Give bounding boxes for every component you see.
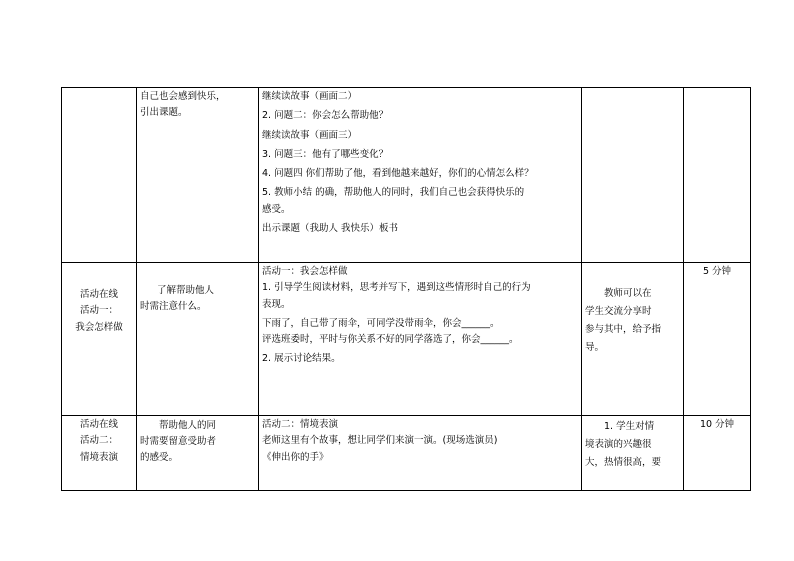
note-line: 导。 — [585, 342, 605, 354]
activity-cell — [62, 263, 137, 416]
goal-line: 自己也会感到快乐， — [140, 91, 226, 102]
time-value: 5 分钟 — [702, 266, 732, 277]
activity-line: 活动在线 — [79, 419, 118, 430]
process-line: 《伸出你的手》 — [262, 451, 329, 463]
process-line: 2. 展示讨论结果。 — [262, 353, 341, 365]
note-cell — [582, 416, 684, 491]
goal-line: 的感受。 — [140, 452, 179, 464]
process-line: 4. 问题四 你们帮助了他，看到他越来越好，你们的心情怎么样？ — [262, 168, 534, 179]
note-line: 大，热情很高，要 — [585, 457, 662, 469]
process-line: 评选班委时，平时与你关系不好的同学落选了，你会______。 — [262, 334, 519, 345]
time-cell — [684, 416, 751, 491]
process-line: 表现。 — [262, 298, 291, 310]
time-value: 10 分钟 — [699, 419, 735, 430]
activity-line: 我会怎样做 — [75, 321, 123, 333]
process-line: 活动一：我会怎样做 — [262, 266, 348, 277]
process-line: 2. 问题二：你会怎么帮助他？ — [262, 110, 389, 122]
process-line: 老师这里有个故事，想让同学们来演一演。(现场选演员) — [262, 435, 498, 447]
goal-line: 帮助他人的同 — [159, 420, 217, 431]
activity-line: 活动二： — [79, 435, 118, 447]
time-cell — [684, 263, 751, 416]
goal-line: 了解帮助他人 — [157, 285, 215, 296]
note-line: 境表演的兴趣很 — [585, 439, 652, 451]
table-row — [62, 88, 751, 263]
goal-line: 引出课题。 — [140, 107, 188, 119]
note-cell — [582, 263, 684, 416]
activity-line: 活动一： — [79, 305, 118, 317]
process-line: 活动二：情境表演 — [262, 419, 339, 430]
note-cell — [582, 88, 684, 263]
note-line: 学生交流分享时 — [585, 306, 652, 318]
activity-line: 活动在线 — [79, 289, 118, 300]
process-line: 继续读故事（画面二） — [262, 91, 358, 102]
process-line: 出示课题（我助人 我快乐）板书 — [262, 222, 399, 234]
activity-cell — [62, 416, 137, 491]
goal-line: 时需注意什么。 — [140, 301, 207, 313]
note-line: 教师可以在 — [604, 288, 652, 299]
time-cell — [684, 88, 751, 263]
process-cell — [259, 88, 582, 263]
activity-line: 情境表演 — [79, 451, 118, 463]
process-cell — [259, 416, 582, 491]
table-row — [62, 263, 751, 416]
process-line: 3. 问题三：他有了哪些变化？ — [262, 148, 389, 160]
table-row — [62, 416, 751, 491]
goal-cell — [137, 263, 259, 416]
note-line: 参与其中，给予指 — [585, 324, 662, 336]
process-line: 继续读故事（画面三） — [262, 129, 358, 141]
lesson-plan-table — [61, 87, 751, 491]
process-line: 感受。 — [262, 203, 291, 215]
process-line: 5. 教师小结 的确，帮助他人的同时，我们自己也会获得快乐的 — [262, 187, 525, 199]
process-line: 1. 引导学生阅读材料，思考并写下，遇到这些情形时自己的行为 — [262, 282, 531, 294]
goal-line: 时需要留意受助者 — [140, 436, 217, 448]
goal-cell — [137, 88, 259, 263]
goal-cell — [137, 416, 259, 491]
process-line: 下雨了，自己带了雨伞，可同学没带雨伞，你会______。 — [262, 317, 500, 329]
activity-cell — [62, 88, 137, 263]
note-line: 1. 学生对情 — [604, 421, 655, 432]
process-cell — [259, 263, 582, 416]
